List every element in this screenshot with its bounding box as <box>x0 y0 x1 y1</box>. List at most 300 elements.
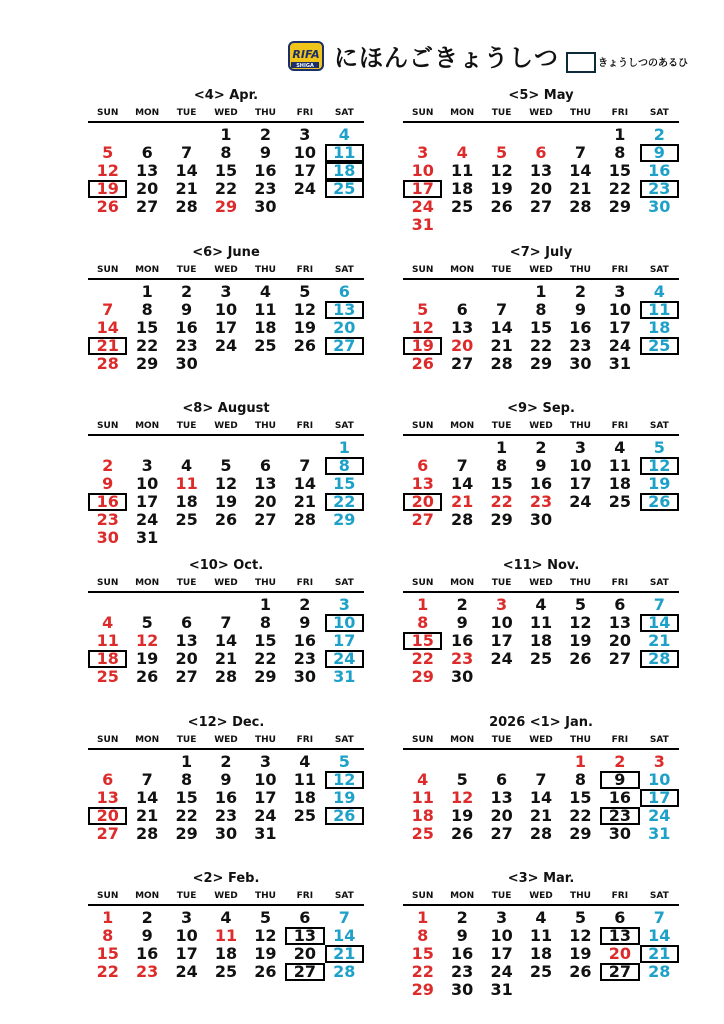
weekday-label: SUN <box>412 265 434 275</box>
weekday-label: SAT <box>334 421 354 431</box>
weekday-label: SAT <box>649 891 669 901</box>
calendar-day: 13 <box>136 161 159 180</box>
calendar-day: 5 <box>456 770 468 789</box>
calendar-day: 10 <box>608 300 631 319</box>
weekday-label: MON <box>135 421 160 431</box>
calendar-day: 1 <box>102 908 114 927</box>
calendar-day: 27 <box>411 510 434 529</box>
weekday-label: THU <box>254 891 276 901</box>
calendar-day: 21 <box>175 179 198 198</box>
calendar-day: 12 <box>96 161 119 180</box>
calendar-day: 25 <box>529 962 553 981</box>
weekday-label: FRI <box>296 265 314 275</box>
calendar-day: 4 <box>653 282 665 301</box>
weekday-label: WED <box>214 891 238 901</box>
calendar-day: 23 <box>175 336 198 355</box>
weekday-label: TUE <box>491 265 512 275</box>
calendar-day: 28 <box>529 824 553 843</box>
weekday-label: MON <box>450 421 475 431</box>
class-day: 13 <box>325 301 364 319</box>
calendar-day: 5 <box>220 456 232 475</box>
weekday-label: TUE <box>491 108 512 118</box>
calendar-day: 9 <box>574 300 586 319</box>
calendar-day: 9 <box>535 456 547 475</box>
weekday-label: MON <box>135 265 160 275</box>
calendar-day: 14 <box>293 474 316 493</box>
calendar-day: 22 <box>254 649 277 668</box>
calendar-day: 11 <box>214 926 238 945</box>
month-title: <2> Feb. <box>192 871 260 886</box>
month-block <box>403 245 679 395</box>
class-day: 16 <box>88 493 127 511</box>
calendar-day: 12 <box>293 300 316 319</box>
calendar-day: 14 <box>96 318 119 337</box>
calendar-day: 23 <box>136 962 159 981</box>
class-day: 21 <box>325 945 364 963</box>
calendar-day: 24 <box>569 492 592 511</box>
calendar-day: 25 <box>175 510 198 529</box>
class-day: 9 <box>600 771 639 789</box>
rifa-logo <box>287 36 327 76</box>
calendar-day: 13 <box>96 788 119 807</box>
month-rule <box>403 121 679 123</box>
class-day: 25 <box>325 180 364 198</box>
calendar-day: 2 <box>456 908 468 927</box>
calendar-day: 29 <box>411 980 434 999</box>
class-day: 20 <box>88 807 127 825</box>
calendar-day: 2 <box>259 125 271 144</box>
logo-text: RIFA <box>292 48 320 61</box>
weekday-label: WED <box>214 421 238 431</box>
calendar-day: 12 <box>411 318 434 337</box>
class-day: 19 <box>403 337 442 355</box>
calendar-day: 13 <box>608 613 631 632</box>
weekday-label: WED <box>214 265 238 275</box>
weekday-label: FRI <box>611 735 629 745</box>
class-day: 14 <box>640 614 679 632</box>
calendar-day: 5 <box>259 908 271 927</box>
calendar-day: 2 <box>220 752 232 771</box>
calendar-day: 25 <box>411 824 434 843</box>
weekday-label: SAT <box>334 265 354 275</box>
class-day: 11 <box>640 301 679 319</box>
month-rule <box>403 591 679 593</box>
calendar-day: 5 <box>653 438 665 457</box>
calendar-day: 24 <box>490 962 513 981</box>
calendar-day: 19 <box>569 944 592 963</box>
calendar-day: 14 <box>451 474 474 493</box>
calendar-day: 23 <box>293 649 316 668</box>
weekday-label: THU <box>569 108 591 118</box>
month-rule <box>88 748 364 750</box>
calendar-day: 17 <box>490 944 513 963</box>
weekday-label: THU <box>569 735 591 745</box>
calendar-day: 18 <box>648 318 671 337</box>
calendar-day: 6 <box>496 770 508 789</box>
calendar-day: 15 <box>214 161 238 180</box>
calendar-day: 18 <box>529 631 553 650</box>
weekday-label: THU <box>569 421 591 431</box>
weekday-label: FRI <box>296 891 314 901</box>
weekday-label: FRI <box>296 108 314 118</box>
month-title: 2026 <1> Jan. <box>489 715 593 730</box>
calendar-day: 29 <box>175 824 198 843</box>
calendar-day: 13 <box>490 788 513 807</box>
calendar-day: 25 <box>293 806 316 825</box>
calendar-day: 20 <box>608 631 631 650</box>
calendar-day: 5 <box>338 752 350 771</box>
calendar-day: 18 <box>214 944 238 963</box>
calendar-day: 28 <box>333 962 356 981</box>
month-rule <box>403 278 679 280</box>
calendar-day: 5 <box>417 300 429 319</box>
weekday-label: THU <box>254 108 276 118</box>
calendar-day: 5 <box>574 595 586 614</box>
calendar-day: 15 <box>608 161 631 180</box>
calendar-day: 3 <box>259 752 271 771</box>
calendar-day: 7 <box>574 143 586 162</box>
calendar-day: 30 <box>529 510 553 529</box>
calendar-day: 7 <box>102 300 114 319</box>
calendar-day: 25 <box>529 649 553 668</box>
calendar-day: 28 <box>490 354 513 373</box>
calendar-day: 20 <box>254 492 277 511</box>
calendar-day: 8 <box>417 926 429 945</box>
calendar-day: 15 <box>529 318 553 337</box>
calendar-day: 1 <box>220 125 232 144</box>
weekday-label: FRI <box>296 735 314 745</box>
weekday-label: SAT <box>649 735 669 745</box>
calendar-day: 8 <box>259 613 271 632</box>
calendar-day: 19 <box>490 179 513 198</box>
calendar-day: 17 <box>490 631 513 650</box>
calendar-day: 9 <box>456 613 468 632</box>
weekday-label: SAT <box>649 421 669 431</box>
weekday-label: SAT <box>334 578 354 588</box>
calendar-day: 2 <box>456 595 468 614</box>
calendar-day: 28 <box>293 510 316 529</box>
month-title: <9> Sep. <box>507 401 575 416</box>
weekday-label: FRI <box>296 578 314 588</box>
month-title: <7> July <box>509 245 573 260</box>
calendar-day: 21 <box>214 649 238 668</box>
calendar-day: 1 <box>574 752 586 771</box>
calendar-day: 16 <box>608 788 631 807</box>
weekday-label: FRI <box>611 108 629 118</box>
weekday-label: WED <box>529 421 553 431</box>
calendar-day: 28 <box>96 354 119 373</box>
calendar-day: 23 <box>451 962 474 981</box>
weekday-label: MON <box>450 265 475 275</box>
weekday-label: FRI <box>296 421 314 431</box>
weekday-label: SAT <box>334 735 354 745</box>
calendar-day: 14 <box>569 161 592 180</box>
weekday-label: SUN <box>412 421 434 431</box>
legend-box <box>566 52 596 73</box>
month-block <box>403 558 679 708</box>
calendar-day: 17 <box>136 492 159 511</box>
month-block <box>88 715 364 865</box>
calendar-day: 20 <box>136 179 159 198</box>
calendar-day: 17 <box>254 788 277 807</box>
calendar-day: 30 <box>214 824 238 843</box>
calendar-day: 24 <box>608 336 631 355</box>
calendar-day: 27 <box>529 197 553 216</box>
calendar-day: 5 <box>102 143 114 162</box>
class-day: 20 <box>403 493 442 511</box>
calendar-day: 24 <box>214 336 238 355</box>
calendar-day: 28 <box>175 197 198 216</box>
month-rule <box>88 434 364 436</box>
class-day: 8 <box>325 457 364 475</box>
weekday-label: MON <box>135 891 160 901</box>
class-day: 23 <box>640 180 679 198</box>
calendar-day: 13 <box>529 161 553 180</box>
calendar-day: 20 <box>608 944 631 963</box>
weekday-label: WED <box>529 578 553 588</box>
calendar-day: 4 <box>181 456 193 475</box>
calendar-day: 19 <box>136 649 159 668</box>
calendar-day: 15 <box>411 944 434 963</box>
calendar-day: 31 <box>490 980 513 999</box>
calendar-day: 2 <box>141 908 153 927</box>
weekday-label: TUE <box>176 578 197 588</box>
calendar-day: 11 <box>451 161 474 180</box>
calendar-day: 8 <box>496 456 508 475</box>
calendar-day: 15 <box>254 631 277 650</box>
calendar-day: 16 <box>451 631 474 650</box>
class-day: 21 <box>88 337 127 355</box>
calendar-day: 6 <box>181 613 193 632</box>
calendar-day: 29 <box>608 197 631 216</box>
calendar-day: 3 <box>496 595 508 614</box>
calendar-day: 23 <box>214 806 238 825</box>
calendar-day: 7 <box>456 456 468 475</box>
calendar-day: 4 <box>220 908 232 927</box>
calendar-day: 10 <box>254 770 277 789</box>
calendar-day: 11 <box>411 788 434 807</box>
calendar-day: 29 <box>490 510 513 529</box>
weekday-label: SUN <box>412 108 434 118</box>
calendar-day: 1 <box>496 438 508 457</box>
calendar-day: 2 <box>535 438 547 457</box>
calendar-day: 1 <box>259 595 271 614</box>
calendar-day: 26 <box>451 824 474 843</box>
calendar-day: 1 <box>614 125 626 144</box>
calendar-day: 3 <box>496 908 508 927</box>
weekday-label: WED <box>214 578 238 588</box>
calendar-day: 20 <box>175 649 198 668</box>
calendar-day: 31 <box>608 354 631 373</box>
calendar-day: 4 <box>417 770 429 789</box>
calendar-day: 6 <box>141 143 153 162</box>
calendar-day: 5 <box>574 908 586 927</box>
month-title: <6> June <box>192 245 260 260</box>
weekday-label: SAT <box>649 108 669 118</box>
calendar-day: 5 <box>496 143 508 162</box>
calendar-day: 16 <box>214 788 238 807</box>
class-day: 24 <box>325 650 364 668</box>
calendar-day: 9 <box>102 474 114 493</box>
calendar-day: 30 <box>569 354 592 373</box>
calendar-day: 12 <box>214 474 238 493</box>
calendar-day: 29 <box>214 197 238 216</box>
class-day: 25 <box>640 337 679 355</box>
month-block <box>88 401 364 551</box>
class-day: 15 <box>403 632 442 650</box>
month-rule <box>403 904 679 906</box>
weekday-label: MON <box>450 108 475 118</box>
calendar-day: 24 <box>254 806 277 825</box>
month-rule <box>403 748 679 750</box>
calendar-day: 17 <box>175 944 198 963</box>
calendar-day: 17 <box>608 318 631 337</box>
calendar-day: 9 <box>141 926 153 945</box>
weekday-label: FRI <box>611 265 629 275</box>
calendar-day: 23 <box>96 510 119 529</box>
calendar-day: 19 <box>293 318 316 337</box>
calendar-day: 16 <box>254 161 277 180</box>
month-block <box>88 871 364 1021</box>
weekday-label: SUN <box>97 578 119 588</box>
calendar-day: 29 <box>411 667 434 686</box>
weekday-label: TUE <box>176 265 197 275</box>
class-day: 18 <box>88 650 127 668</box>
calendar-day: 27 <box>136 197 159 216</box>
weekday-label: TUE <box>176 421 197 431</box>
month-title: <10> Oct. <box>188 558 264 573</box>
class-day: 18 <box>325 162 364 180</box>
calendar-day: 11 <box>254 300 277 319</box>
calendar-day: 22 <box>411 649 434 668</box>
calendar-day: 9 <box>181 300 193 319</box>
calendar-day: 16 <box>175 318 198 337</box>
calendar-day: 25 <box>96 667 119 686</box>
calendar-day: 6 <box>456 300 468 319</box>
calendar-day: 30 <box>175 354 198 373</box>
calendar-day: 7 <box>496 300 508 319</box>
calendar-day: 3 <box>220 282 232 301</box>
month-rule <box>88 278 364 280</box>
weekday-label: SAT <box>334 108 354 118</box>
calendar-day: 16 <box>293 631 316 650</box>
calendar-day: 31 <box>254 824 277 843</box>
calendar-day: 6 <box>614 908 626 927</box>
calendar-day: 18 <box>254 318 277 337</box>
month-block <box>403 715 679 865</box>
calendar-day: 7 <box>653 595 665 614</box>
calendar-day: 23 <box>254 179 277 198</box>
calendar-day: 28 <box>214 667 238 686</box>
calendar-day: 12 <box>569 613 592 632</box>
weekday-label: SUN <box>412 891 434 901</box>
calendar-day: 30 <box>293 667 316 686</box>
calendar-day: 3 <box>338 595 350 614</box>
calendar-day: 12 <box>490 161 513 180</box>
calendar-day: 8 <box>614 143 626 162</box>
calendar-day: 2 <box>653 125 665 144</box>
class-day: 12 <box>640 457 679 475</box>
weekday-label: MON <box>450 735 475 745</box>
weekday-label: TUE <box>491 735 512 745</box>
calendar-day: 17 <box>333 631 356 650</box>
weekday-label: SUN <box>97 265 119 275</box>
class-day: 13 <box>285 927 324 945</box>
weekday-label: SUN <box>412 735 434 745</box>
calendar-day: 23 <box>569 336 592 355</box>
calendar-day: 15 <box>175 788 198 807</box>
calendar-day: 7 <box>338 908 350 927</box>
weekday-label: MON <box>135 108 160 118</box>
calendar-day: 16 <box>136 944 159 963</box>
weekday-label: SUN <box>97 735 119 745</box>
calendar-day: 4 <box>535 908 547 927</box>
calendar-day: 21 <box>451 492 474 511</box>
calendar-day: 21 <box>529 806 553 825</box>
weekday-label: THU <box>254 421 276 431</box>
month-block <box>88 245 364 395</box>
calendar-day: 31 <box>136 528 159 547</box>
calendar-day: 25 <box>214 962 238 981</box>
calendar-day: 15 <box>96 944 119 963</box>
calendar-day: 19 <box>451 806 474 825</box>
calendar-day: 22 <box>411 962 434 981</box>
calendar-day: 29 <box>136 354 159 373</box>
calendar-day: 3 <box>299 125 311 144</box>
month-title: <11> Nov. <box>502 558 580 573</box>
calendar-day: 21 <box>490 336 513 355</box>
calendar-day: 29 <box>333 510 356 529</box>
calendar-day: 16 <box>451 944 474 963</box>
month-title: <5> May <box>508 88 574 103</box>
calendar-day: 10 <box>175 926 198 945</box>
page-title: にほんごきょうしつ <box>334 44 559 72</box>
calendar-day: 28 <box>648 962 671 981</box>
calendar-day: 26 <box>96 197 119 216</box>
month-block <box>403 401 679 551</box>
calendar-day: 31 <box>411 215 434 234</box>
month-rule <box>403 434 679 436</box>
calendar-day: 5 <box>299 282 311 301</box>
calendar-day: 2 <box>574 282 586 301</box>
page-header <box>0 34 724 84</box>
calendar-day: 22 <box>529 336 553 355</box>
calendar-day: 15 <box>569 788 592 807</box>
calendar-day: 4 <box>456 143 468 162</box>
calendar-day: 10 <box>569 456 592 475</box>
calendar-day: 1 <box>141 282 153 301</box>
calendar-day: 14 <box>136 788 159 807</box>
calendar-day: 22 <box>175 806 198 825</box>
month-block <box>403 871 679 1021</box>
calendar-day: 1 <box>535 282 547 301</box>
calendar-day: 20 <box>293 944 316 963</box>
weekday-label: MON <box>450 891 475 901</box>
calendar-day: 22 <box>214 179 238 198</box>
calendar-day: 8 <box>181 770 193 789</box>
calendar-day: 19 <box>254 944 277 963</box>
calendar-day: 30 <box>451 980 474 999</box>
calendar-day: 7 <box>653 908 665 927</box>
calendar-day: 19 <box>333 788 356 807</box>
weekday-label: FRI <box>611 891 629 901</box>
calendar-day: 21 <box>648 631 671 650</box>
weekday-label: SUN <box>97 891 119 901</box>
class-day: 27 <box>325 337 364 355</box>
calendar-day: 23 <box>451 649 474 668</box>
calendar-day: 22 <box>490 492 513 511</box>
weekday-label: SAT <box>649 265 669 275</box>
